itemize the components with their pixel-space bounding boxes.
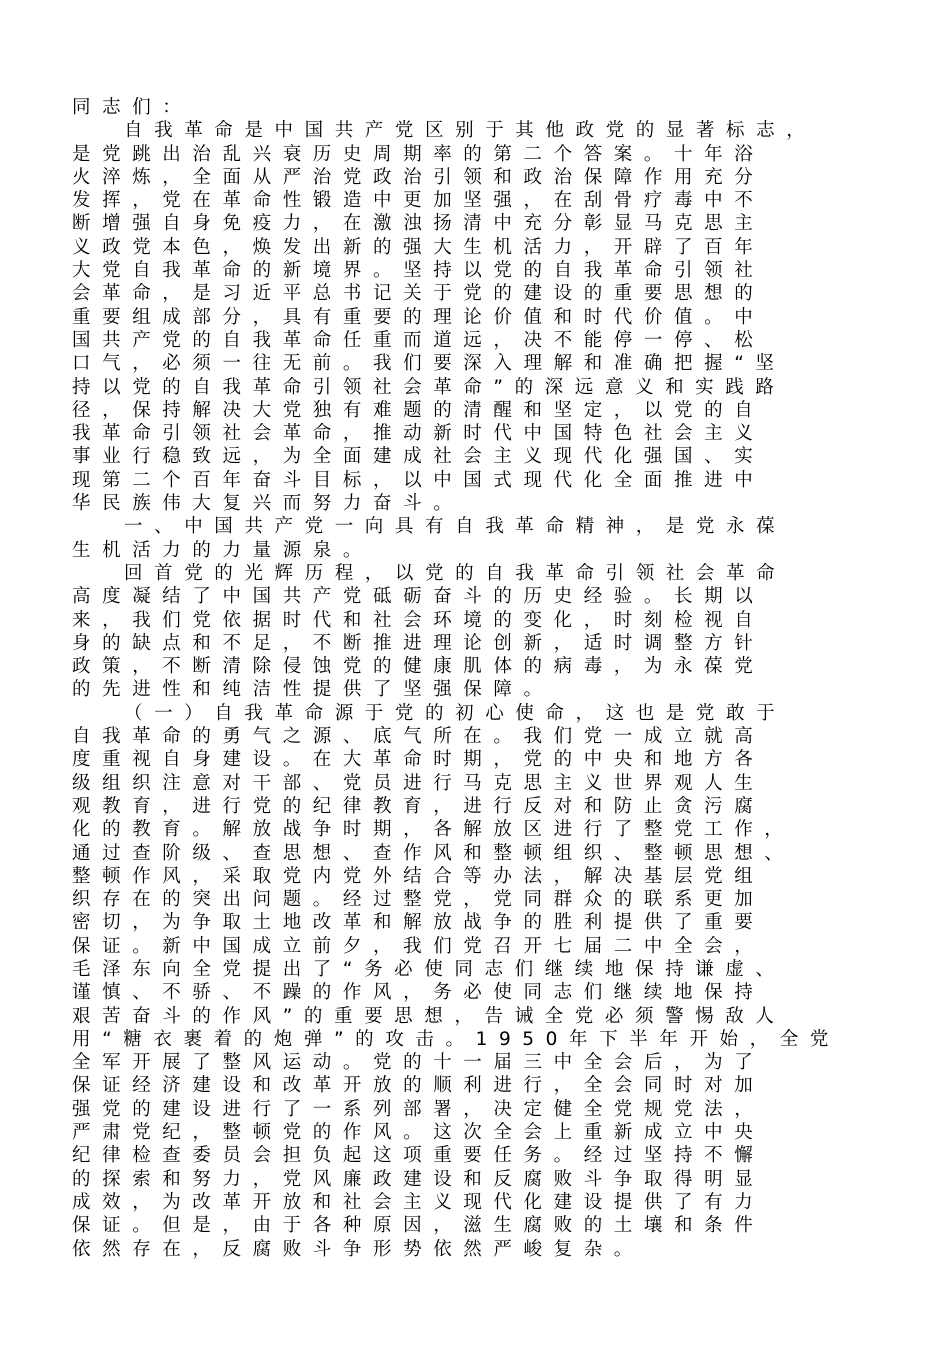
- text-line: 通过查阶级、查思想、查作风和整顿组织、整顿思想、: [72, 842, 795, 864]
- text-line: 重要组成部分，具有重要的理论价值和时代价值。中: [72, 306, 765, 328]
- text-line: 事业行稳致远，为全面建成社会主义现代化强国、实: [72, 446, 765, 468]
- text-line: 火淬炼，全面从严治党政治引领和政治保障作用充分: [72, 166, 765, 188]
- text-line: 谨慎、不骄、不躁的作风，务必使同志们继续地保持: [72, 982, 765, 1004]
- text-line: 回首党的光辉历程，以党的自我革命引领社会革命: [124, 562, 787, 584]
- text-line: 自我革命的勇气之源、底气所在。我们党一成立就高: [72, 726, 765, 748]
- text-line: 现第二个百年奋斗目标，以中国式现代化全面推进中: [72, 469, 765, 491]
- text-line: 观教育，进行党的纪律教育，进行反对和防止贪污腐: [72, 795, 765, 817]
- text-line: 发挥，党在革命性锻造中更加坚强，在刮骨疗毒中不: [72, 190, 765, 212]
- text-line: 强党的建设进行了一系列部署，决定健全党规党法，: [72, 1098, 765, 1120]
- text-line: 一、中国共产党一向具有自我革命精神，是党永葆: [124, 516, 787, 538]
- text-line: 保证经济建设和改革开放的顺利进行，全会同时对加: [72, 1075, 765, 1097]
- text-line: 华民族伟大复兴而努力奋斗。: [72, 493, 464, 515]
- text-line: 是党跳出治乱兴衰历史周期率的第二个答案。十年浴: [72, 143, 765, 165]
- text-line: 保证。但是，由于各种原因，滋生腐败的土壤和条件: [72, 1215, 765, 1237]
- text-line: 持以党的自我革命引领社会革命”的深远意义和实践路: [72, 376, 786, 398]
- text-line: 会革命，是习近平总书记关于党的建设的重要思想的: [72, 283, 765, 305]
- text-line: 艰苦奋斗的作风”的重要思想，告诫全党必须警惕敌人: [72, 1005, 786, 1027]
- text-line: 大党自我革命的新境界。坚持以党的自我革命引领社: [72, 260, 765, 282]
- text-line: 身的缺点和不足，不断推进理论创新，适时调整方针: [72, 632, 765, 654]
- text-line: 高度凝结了中国共产党砥砺奋斗的历史经验。长期以: [72, 586, 765, 608]
- text-line: 全军开展了整风运动。党的十一届三中全会后，为了: [72, 1052, 765, 1074]
- text-line: 依然存在，反腐败斗争形势依然严峻复杂。: [72, 1238, 644, 1260]
- text-line: 整顿作风，采取党内党外结合等办法，解决基层党组: [72, 865, 765, 887]
- text-line: 织存在的突出问题。经过整党，党同群众的联系更加: [72, 889, 765, 911]
- text-line: 我革命引领社会革命，推动新时代中国特色社会主义: [72, 423, 765, 445]
- text-line: 的探索和努力，党风廉政建设和反腐败斗争取得明显: [72, 1168, 765, 1190]
- text-line: 纪律检查委员会担负起这项重要任务。经过坚持不懈: [72, 1145, 765, 1167]
- text-line: 保证。新中国成立前夕，我们党召开七届二中全会，: [72, 935, 765, 957]
- text-line: 严肃党纪，整顿党的作风。这次全会上重新成立中央: [72, 1122, 765, 1144]
- text-line: 自我革命是中国共产党区别于其他政党的显著标志，: [124, 120, 817, 142]
- text-line: 度重视自身建设。在大革命时期，党的中央和地方各: [72, 749, 765, 771]
- text-line: （一）自我革命源于党的初心使命，这也是党敢于: [124, 702, 787, 724]
- text-line: 成效，为改革开放和社会主义现代化建设提供了有力: [72, 1191, 765, 1213]
- text-line: 径，保持解决大党独有难题的清醒和坚定，以党的自: [72, 399, 765, 421]
- salutation-line: 同志们：: [72, 97, 193, 118]
- text-line: 用“糖衣裹着的炮弹”的攻击。1950年下半年开始，全党: [72, 1028, 840, 1050]
- text-line: 口气，必须一往无前。我们要深入理解和准确把握“坚: [72, 353, 786, 375]
- text-line: 级组织注意对干部、党员进行马克思主义世界观人生: [72, 772, 765, 794]
- text-line: 生机活力的力量源泉。: [72, 539, 374, 561]
- text-line: 义政党本色，焕发出新的强大生机活力，开辟了百年: [72, 236, 765, 258]
- text-line: 国共产党的自我革命任重而道远，决不能停一停、松: [72, 329, 765, 351]
- text-line: 的先进性和纯洁性提供了坚强保障。: [72, 679, 554, 701]
- text-line: 断增强自身免疫力，在激浊扬清中充分彰显马克思主: [72, 213, 765, 235]
- text-line: 密切，为争取土地改革和解放战争的胜利提供了重要: [72, 912, 765, 934]
- text-line: 化的教育。解放战争时期，各解放区进行了整党工作，: [72, 819, 795, 841]
- document-body: [72, 96, 864, 1261]
- text-line: 来，我们党依据时代和社会环境的变化，时刻检视自: [72, 609, 765, 631]
- text-line: 政策，不断清除侵蚀党的健康肌体的病毒，为永葆党: [72, 656, 765, 678]
- text-line: 毛泽东向全党提出了“务必使同志们继续地保持谦虚、: [72, 958, 786, 980]
